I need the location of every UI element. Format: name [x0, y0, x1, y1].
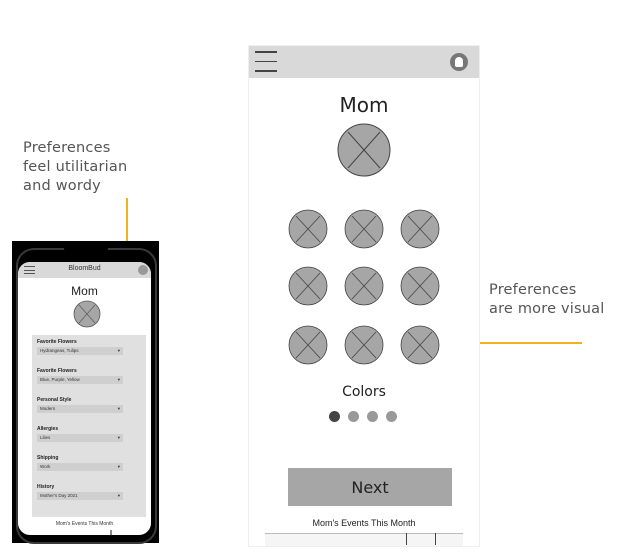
preference-option[interactable] — [400, 325, 440, 365]
preference-select[interactable] — [37, 463, 123, 471]
old-contact-photo — [73, 300, 101, 328]
phone-screen — [18, 262, 151, 535]
events-tick — [435, 533, 436, 545]
new-contact-photo — [337, 123, 391, 177]
preference-option[interactable] — [344, 325, 384, 365]
phone-notch — [64, 244, 108, 254]
preference-label: Allergies — [37, 426, 59, 432]
preference-label: Favorite Flowers — [37, 368, 77, 374]
preference-value: Blue, Purple, Yellow — [40, 377, 80, 382]
user-avatar-icon[interactable] — [450, 53, 468, 71]
preference-option[interactable] — [288, 266, 328, 306]
preference-value: Work — [40, 464, 51, 469]
app-title: BloomBud — [68, 265, 101, 272]
hamburger-menu-icon[interactable] — [255, 51, 277, 80]
preference-option[interactable] — [344, 209, 384, 249]
preference-select[interactable] — [37, 347, 123, 355]
annotation-right: Preferences are more visual — [489, 282, 605, 317]
arrow-left-line — [478, 342, 582, 344]
old-contact-name: Mom — [71, 284, 98, 298]
preference-field — [37, 368, 123, 384]
preference-select[interactable] — [37, 405, 123, 413]
dropdown-caret-icon: ▾ — [117, 464, 120, 469]
preference-field — [37, 484, 123, 500]
preference-option[interactable] — [344, 266, 384, 306]
avatar-icon[interactable] — [138, 265, 148, 275]
old-events-footer: Mom's Events This Month — [55, 521, 114, 527]
preference-value: Lilies — [40, 435, 51, 440]
dropdown-caret-icon: ▾ — [117, 377, 120, 382]
preference-label: Shipping — [37, 455, 59, 461]
new-header-bar — [249, 46, 479, 78]
dropdown-caret-icon: ▾ — [117, 348, 120, 353]
new-design-wireframe — [248, 45, 480, 547]
preference-select[interactable] — [37, 434, 123, 442]
dropdown-caret-icon: ▾ — [117, 406, 120, 411]
preference-option[interactable] — [288, 325, 328, 365]
annotation-left: Preferences feel utilitarian and wordy — [23, 140, 128, 194]
events-scroll-strip[interactable] — [265, 533, 463, 546]
new-contact-name: Mom — [339, 93, 389, 117]
preference-value: Modern — [40, 406, 56, 411]
pagination-dot[interactable] — [367, 411, 378, 422]
preference-select[interactable] — [37, 492, 123, 500]
new-events-footer: Mom's Events This Month — [312, 518, 416, 528]
preference-option[interactable] — [400, 209, 440, 249]
preference-field — [37, 339, 123, 355]
preference-label: History — [37, 484, 55, 490]
preference-option[interactable] — [288, 209, 328, 249]
preference-label: Favorite Flowers — [37, 339, 77, 345]
category-label: Colors — [342, 384, 386, 400]
preference-field — [37, 455, 123, 471]
preference-select[interactable] — [37, 376, 123, 384]
old-header-bar — [18, 262, 151, 278]
old-events-divider — [110, 530, 112, 535]
dropdown-caret-icon: ▾ — [117, 493, 120, 498]
preference-option[interactable] — [400, 266, 440, 306]
pagination-dot[interactable] — [386, 411, 397, 422]
dropdown-caret-icon: ▾ — [117, 435, 120, 440]
preference-field — [37, 397, 123, 413]
preference-value: Mother's Day 2021 — [40, 493, 78, 498]
preference-value: Hydrangeas, Tulips — [40, 348, 79, 353]
preferences-panel — [32, 335, 146, 517]
next-button[interactable]: Next — [288, 468, 452, 506]
preference-label: Personal Style — [37, 397, 72, 403]
pagination-dot[interactable] — [329, 411, 340, 422]
pagination-dot[interactable] — [348, 411, 359, 422]
events-tick — [406, 533, 407, 545]
preference-field — [37, 426, 123, 442]
